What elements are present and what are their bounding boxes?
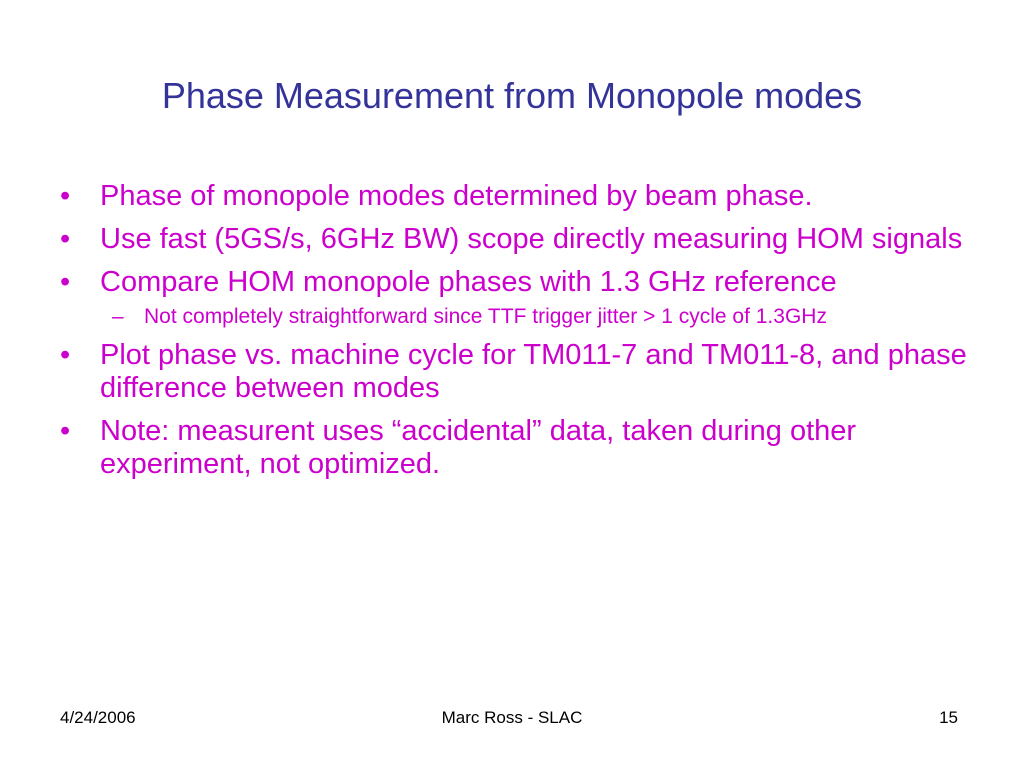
bullet-item	[60, 180, 980, 213]
bullet-text: Plot phase vs. machine cycle for TM011-7 and TM011-8, and phase difference between modes	[100, 339, 967, 404]
bullet-marker: •	[60, 180, 71, 212]
bullet-marker: •	[60, 266, 71, 298]
footer-page-number: 15	[939, 708, 958, 727]
footer-author: Marc Ross - SLAC	[441, 708, 583, 727]
bullet-text: Compare HOM monopole phases with 1.3 GHz reference	[100, 266, 837, 298]
bullet-item	[60, 266, 980, 299]
bullet-marker: •	[60, 339, 71, 371]
bullet-marker: •	[60, 415, 71, 447]
bullet-text: Phase of monopole modes determined by beam phase.	[100, 180, 813, 212]
bullet-text: Use fast (5GS/s, 6GHz BW) scope directly measuring HOM signals	[100, 223, 963, 255]
bullet-list	[60, 180, 980, 491]
bullet-item	[60, 339, 980, 405]
sub-bullet-item	[60, 305, 980, 329]
bullet-item	[60, 415, 980, 481]
footer-date: 4/24/2006	[60, 708, 136, 727]
bullet-item	[60, 223, 980, 256]
bullet-marker: •	[60, 223, 71, 255]
sub-bullet-marker: –	[112, 305, 124, 328]
slide-title: Phase Measurement from Monopole modes	[161, 75, 863, 116]
sub-bullet-text: Not completely straightforward since TTF trigger jitter > 1 cycle of 1.3GHz	[144, 305, 827, 328]
bullet-text: Note: measurent uses “accidental” data, taken during other experiment, not optimized.	[100, 415, 857, 480]
